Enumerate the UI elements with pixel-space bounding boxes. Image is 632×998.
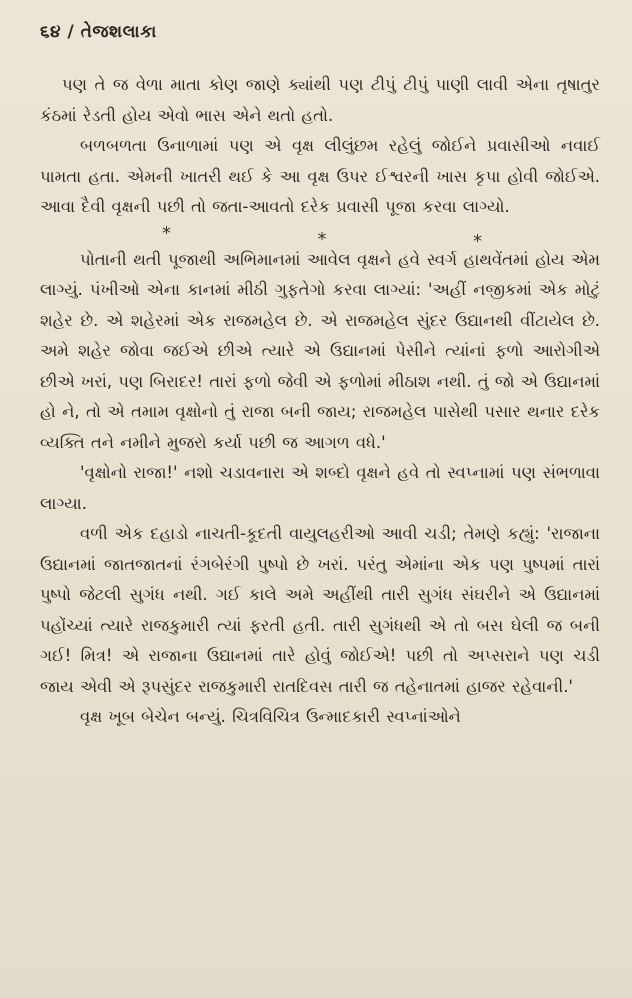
head-separator: / [67,22,75,42]
running-head [40,22,157,42]
body-text [40,70,600,733]
section-separator [162,222,482,252]
paragraph: વળી એક દહાડો નાચતી-કૂદતી વાયુલહરીઓ આવી ચડી; તેમણે કહ્યું: 'રાજાના ઉદ્યાનમાં જાતજાતનાં રંગબેરંગી પુષ્પો છે ખરાં. પરંતુ એમાંના એક પણ પુષ્પમાં તારાં પુષ્પો જેટલી સુગંધ નથી. ગઈ કાલે અમે અહીંથી તારી સુગંધ સંઘરીને એ ઉદ્યાનમાં પહોંચ્યાં ત્યારે રાજકુમારી ત્યાં ફરતી હતી. તારી સુગંધથી એ તો બસ ઘેલી જ બની ગઈ! મિત્ર! એ રાજાના ઉદ્યાનમાં તારે હોવું જોઈએ! પછી તો અપ્સરાને પણ ચડી જાય એવી એ રૂપસુંદર રાજકુમારી રાતદિવસ તારી જ તહેનાતમાં હાજર રહેવાની.' [40,524,600,696]
paragraph: 'વૃક્ષોનો રાજા!' નશો ચડાવનારા એ શબ્દો વૃક્ષને હવે તો સ્વપ્નામાં પણ સંભળાવા લાગ્યા. [40,463,600,513]
asterisk: * [473,230,482,252]
page-number: ૬૪ [40,22,62,42]
paragraph: પોતાની થતી પૂજાથી અભિમાનમાં આવેલ વૃક્ષને હવે સ્વર્ગ હાથવેંતમાં હોય એમ લાગ્યું. પંખીઓ એના કાનમાં મીઠી ગુફતેગો કરવા લાગ્યાં: 'અહીં નજીકમાં એક મોટું શહેર છે. એ શહેરમાં એક રાજમહેલ છે. એ રાજમહેલ સુંદર ઉદ્યાનથી વીંટાયેલ છે. અમે શહેર જોવા જઈએ છીએ ત્યારે એ ઉદ્યાનમાં પેસીને ત્યાંનાં ફળો આરોગીએ છીએ ખરાં, પણ બિરાદર! તારાં ફળો જેવી એ ફળોમાં મીઠાશ નથી. તું જો એ ઉદ્યાનમાં હો ને, તો એ તમામ વૃક્ષોનો તું રાજા બની જાય; રાજમહેલ પાસેથી પસાર થનાર દરેક વ્યક્તિ તને નમીને મુજરો કર્યા પછી જ આગળ વધે.' [40,249,600,452]
asterisk: * [162,222,171,244]
paragraph: વૃક્ષ ખૂબ બેચેન બન્યું. ચિત્રવિચિત્ર ઉન્માદકારી સ્વપ્નાંઓને [80,707,461,726]
asterisk: * [317,228,327,250]
paragraph: પણ તે જ વેળા માતા કોણ જાણે ક્યાંથી પણ ટીપું ટીપું પાણી લાવી એના તૃષાતુર કંઠમાં રેડતી હોય એવો ભાસ એને થતો હતો. [40,75,600,125]
book-title: તેજશલાકા [80,22,157,42]
paragraph: બળબળતા ઉનાળામાં પણ એ વૃક્ષ લીલુંછમ રહેલું જોઈને પ્રવાસીઓ નવાઈ પામતા હતા. એમની ખાતરી થઈ કે આ વૃક્ષ ઉપર ઈશ્વરની ખાસ કૃપા હોવી જોઈએ. આવા દૈવી વૃક્ષની પછી તો જતા-આવતો દરેક પ્રવાસી પૂજા કરવા લાગ્યો. [40,136,600,216]
